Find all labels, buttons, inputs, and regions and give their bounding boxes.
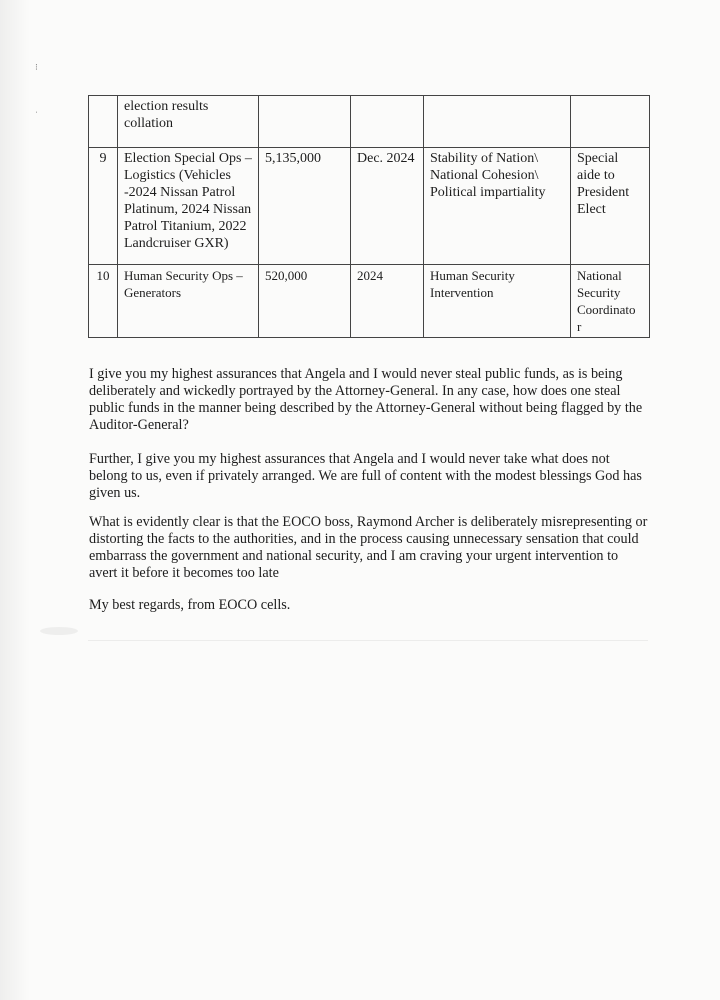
- page-smudge: [40, 627, 78, 635]
- margin-mark: ˈ: [35, 110, 38, 120]
- cell-recipient: Special aide to President Elect: [571, 148, 650, 265]
- paragraph-eoco-boss: What is evidently clear is that the EOCO boss, Raymond Archer is deliberately misrepresenting or distorting the facts to the authorities, and in the process causing unnecessary sensation that could embarrass the government and national security, and I am craving your urgent intervention to avert it before it becomes too late: [89, 514, 648, 581]
- cell-date: Dec. 2024: [351, 148, 424, 265]
- cell-amount: 520,000: [259, 265, 351, 338]
- cell-purpose: [424, 96, 571, 148]
- cell-item: election results collation: [118, 96, 259, 148]
- cell-amount: 5,135,000: [259, 148, 351, 265]
- cell-number: [89, 96, 118, 148]
- cell-purpose: Human Security Intervention: [424, 265, 571, 338]
- cell-number: 9: [89, 148, 118, 265]
- cell-recipient: National Security Coordinato r: [571, 265, 650, 338]
- cell-item: Human Security Ops – Generators: [118, 265, 259, 338]
- records-table: [88, 95, 650, 338]
- cell-date: [351, 96, 424, 148]
- paragraph-assurance-property: Further, I give you my highest assurances that Angela and I would never take what does not belong to us, even if privately arranged. We are full of content with the modest blessings God has given us.: [89, 451, 642, 501]
- cell-amount: [259, 96, 351, 148]
- table-row: [89, 265, 650, 338]
- cell-recipient: [571, 96, 650, 148]
- cell-purpose: Stability of Nation\ National Cohesion\ Political impartiality: [424, 148, 571, 265]
- cell-date: 2024: [351, 265, 424, 338]
- cell-number: 10: [89, 265, 118, 338]
- margin-mark: ⁝: [35, 62, 38, 72]
- page-edge-shadow: [0, 0, 30, 1000]
- table-row: [89, 148, 650, 265]
- cell-item: Election Special Ops – Logistics (Vehicles -2024 Nissan Patrol Platinum, 2024 Nissan Patrol Titanium, 2022 Landcruiser GXR): [118, 148, 259, 265]
- faint-rule: [88, 640, 648, 641]
- closing-regards: My best regards, from EOCO cells.: [89, 597, 291, 613]
- paragraph-assurance-funds: I give you my highest assurances that Angela and I would never steal public funds, as is being deliberately and wickedly portrayed by the Attorney-General. In any case, how does one steal public funds in the manner being described by the Attorney-General without being flagged by the Auditor-General?: [89, 366, 643, 433]
- table-row: [89, 96, 650, 148]
